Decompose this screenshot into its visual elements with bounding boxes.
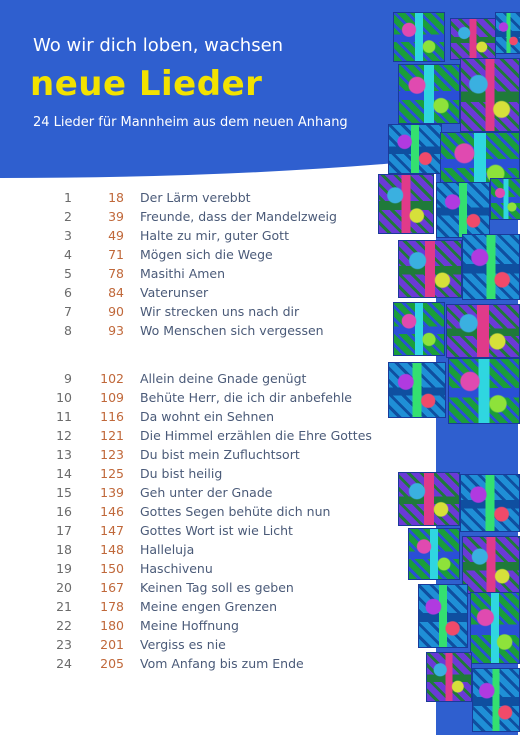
artwork-tile	[393, 302, 445, 356]
song-page: 109	[100, 390, 124, 405]
song-page: 71	[108, 247, 124, 262]
song-number: 17	[56, 523, 72, 538]
song-title: Gottes Wort ist wie Licht	[140, 523, 293, 538]
song-page: 125	[100, 466, 124, 481]
song-page: 205	[100, 656, 124, 671]
song-title: Vaterunser	[140, 285, 209, 300]
song-title: Mögen sich die Wege	[140, 247, 273, 262]
song-title: Behüte Herr, die ich dir anbefehle	[140, 390, 352, 405]
song-number: 20	[56, 580, 72, 595]
song-number: 14	[56, 466, 72, 481]
song-title: Haschivenu	[140, 561, 213, 576]
artwork-tile	[398, 240, 462, 298]
artwork-tile	[462, 234, 520, 300]
song-title: Masithi Amen	[140, 266, 226, 281]
artwork-tile	[398, 64, 460, 124]
song-title: Du bist heilig	[140, 466, 223, 481]
artwork-tile	[472, 668, 520, 732]
song-number: 8	[64, 323, 72, 338]
song-number: 9	[64, 371, 72, 386]
song-number: 3	[64, 228, 72, 243]
song-title: Meine engen Grenzen	[140, 599, 278, 614]
song-page: 150	[100, 561, 124, 576]
song-title: Die Himmel erzählen die Ehre Gottes	[140, 428, 372, 443]
song-page: 178	[100, 599, 124, 614]
song-page: 84	[108, 285, 124, 300]
song-title: Freunde, dass der Mandelzweig	[140, 209, 337, 224]
song-page: 148	[100, 542, 124, 557]
song-title: Meine Hoffnung	[140, 618, 239, 633]
song-title: Da wohnt ein Sehnen	[140, 409, 274, 424]
song-page: 39	[108, 209, 124, 224]
song-title: Halte zu mir, guter Gott	[140, 228, 289, 243]
song-page: 167	[100, 580, 124, 595]
artwork-tile	[462, 536, 520, 594]
artwork-tile	[388, 362, 446, 418]
artwork-tile	[388, 124, 442, 174]
artwork-tile	[398, 472, 460, 526]
song-number: 19	[56, 561, 72, 576]
song-number: 1	[64, 190, 72, 205]
song-title: Wir strecken uns nach dir	[140, 304, 300, 319]
artwork-tile	[460, 474, 520, 532]
song-title: Du bist mein Zufluchtsort	[140, 447, 300, 462]
page-title: neue Lieder	[30, 64, 263, 104]
song-page: 116	[100, 409, 124, 424]
song-number: 22	[56, 618, 72, 633]
artwork-tile	[448, 358, 520, 424]
artwork-tile	[393, 12, 445, 62]
song-title: Keinen Tag soll es geben	[140, 580, 294, 595]
song-number: 12	[56, 428, 72, 443]
song-title: Vom Anfang bis zum Ende	[140, 656, 304, 671]
header-subtitle-bottom: 24 Lieder für Mannheim aus dem neuen Anhang	[33, 115, 348, 130]
artwork-tile	[450, 18, 496, 60]
artwork-tile	[490, 178, 520, 220]
song-number: 13	[56, 447, 72, 462]
song-number: 2	[64, 209, 72, 224]
song-title: Gottes Segen behüte dich nun	[140, 504, 331, 519]
song-page: 78	[108, 266, 124, 281]
artwork-tile	[460, 58, 520, 132]
artwork-tile	[436, 182, 490, 238]
song-number: 11	[56, 409, 72, 424]
song-number: 23	[56, 637, 72, 652]
song-title: Vergiss es nie	[140, 637, 226, 652]
song-number: 6	[64, 285, 72, 300]
artwork-tile	[378, 174, 434, 234]
song-number: 5	[64, 266, 72, 281]
song-page: 93	[108, 323, 124, 338]
song-page: 90	[108, 304, 124, 319]
song-title: Geh unter der Gnade	[140, 485, 273, 500]
song-page: 146	[100, 504, 124, 519]
song-title: Allein deine Gnade genügt	[140, 371, 307, 386]
song-title: Halleluja	[140, 542, 195, 557]
song-page: 18	[108, 190, 124, 205]
header-subtitle-top: Wo wir dich loben, wachsen	[33, 35, 284, 56]
song-number: 16	[56, 504, 72, 519]
song-page: 147	[100, 523, 124, 538]
song-number: 4	[64, 247, 72, 262]
song-number: 10	[56, 390, 72, 405]
artwork-tile	[408, 528, 460, 580]
song-page: 139	[100, 485, 124, 500]
artwork-tile	[418, 584, 468, 648]
song-page: 180	[100, 618, 124, 633]
song-page: 49	[108, 228, 124, 243]
song-page: 123	[100, 447, 124, 462]
song-number: 7	[64, 304, 72, 319]
song-page: 121	[100, 428, 124, 443]
song-number: 18	[56, 542, 72, 557]
song-page: 201	[100, 637, 124, 652]
song-number: 15	[56, 485, 72, 500]
artwork-tile	[470, 592, 520, 664]
artwork-tile	[446, 304, 520, 358]
song-number: 21	[56, 599, 72, 614]
song-title: Der Lärm verebbt	[140, 190, 251, 205]
song-title: Wo Menschen sich vergessen	[140, 323, 324, 338]
song-page: 102	[100, 371, 124, 386]
artwork-tile	[426, 652, 472, 702]
song-number: 24	[56, 656, 72, 671]
artwork-tile	[495, 12, 520, 54]
